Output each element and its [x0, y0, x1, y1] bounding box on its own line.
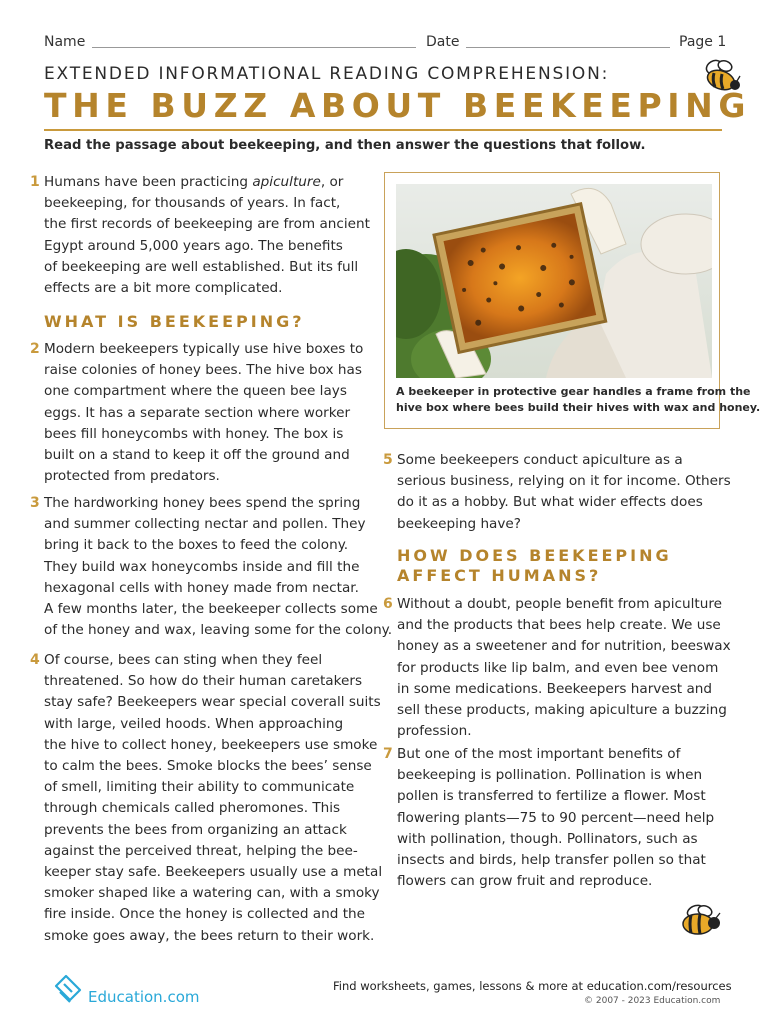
p4-line: with large, veiled hoods. When approaching	[44, 715, 344, 732]
paragraph-number: 6	[383, 596, 393, 612]
p7-line: insects and birds, help transfer pollen so that	[397, 852, 706, 869]
p3-line: hexagonal cells with honey made from nectar.	[44, 579, 359, 596]
bee-icon	[678, 904, 722, 938]
paragraph-6	[383, 594, 731, 742]
p4-line: prevents the bees from organizing an attack	[44, 821, 347, 838]
title-divider	[44, 129, 722, 131]
paragraph-1	[30, 172, 370, 299]
p6-line: honey as a sweetener and for nutrition, beeswax	[397, 638, 731, 655]
paragraph-number: 2	[30, 341, 40, 357]
p5-line: serious business, relying on it for income. Others	[397, 473, 731, 490]
p7-line: flowering plants—75 to 90 percent—need help	[397, 809, 715, 826]
paragraph-4	[30, 650, 383, 947]
p7-line: But one of the most important benefits of	[397, 746, 681, 762]
paragraph-number: 4	[30, 652, 40, 668]
p5-line: Some beekeepers conduct apiculture as a	[397, 452, 683, 468]
caption-line: hive box where bees build their hives with wax and honey.	[396, 401, 761, 414]
p6-line: in some medications. Beekeepers harvest and	[397, 680, 713, 697]
p2-line: eggs. It has a separate section where worker	[44, 404, 351, 421]
name-label: Name	[44, 34, 86, 50]
p5-line: beekeeping have?	[397, 515, 522, 532]
p2-line: one compartment where the queen bee lays	[44, 383, 347, 400]
p2-line: Modern beekeepers typically use hive boxes to	[44, 341, 364, 357]
p4-line: keeper stay safe. Beekeepers usually use a metal	[44, 864, 383, 881]
p4-line: the hive to collect honey, beekeepers use smoke	[44, 736, 378, 753]
p2-line: built on a stand to keep it off the ground and	[44, 447, 350, 464]
p3-line: of the honey and wax, leaving some for the colony.	[44, 622, 393, 639]
p4-line: fire inside. Once the honey is collected and the	[44, 906, 366, 923]
copyright: © 2007 - 2023 Education.com	[584, 996, 721, 1006]
education-logo-icon[interactable]	[52, 972, 84, 1004]
instructions: Read the passage about beekeeping, and then answer the questions that follow.	[44, 138, 646, 153]
section-heading-what-is-beekeeping: WHAT IS BEEKEEPING?	[44, 312, 305, 331]
beekeeper-photo	[396, 184, 712, 378]
p1-line-1: Humans have been practicing apiculture, or	[44, 174, 344, 190]
p1-line: beekeeping, for thousands of years. In fact,	[44, 195, 341, 212]
p1-line: the first records of beekeeping are from ancient	[44, 216, 370, 233]
photo-caption	[396, 384, 760, 416]
p2-line: protected from predators.	[44, 468, 220, 485]
paragraph-3	[30, 493, 393, 641]
paragraph-number: 3	[30, 495, 40, 511]
p3-line: They build wax honeycombs inside and fill the	[44, 558, 360, 575]
caption-line: A beekeeper in protective gear handles a frame from the	[396, 385, 751, 398]
paragraph-7	[383, 744, 715, 892]
p6-line: sell these products, making apiculture a buzzing	[397, 702, 727, 719]
paragraph-number: 5	[383, 452, 393, 468]
p6-line: profession.	[397, 723, 472, 740]
paragraph-2	[30, 339, 364, 487]
p3-line: The hardworking honey bees spend the spring	[44, 495, 361, 511]
p7-line: beekeeping is pollination. Pollination is when	[397, 767, 703, 784]
p7-line: pollen is transferred to fertilize a flower. Most	[397, 788, 706, 805]
p3-line: and summer collecting nectar and pollen. They	[44, 516, 366, 533]
footer-tagline[interactable]: Find worksheets, games, lessons & more at education.com/resources	[333, 979, 732, 993]
date-label: Date	[426, 34, 460, 50]
paragraph-number: 7	[383, 746, 393, 762]
p6-line: for products like lip balm, and even bee venom	[397, 659, 719, 676]
p4-line: smoker shaped like a watering can, with a smoky	[44, 885, 380, 902]
p1-line: Egypt around 5,000 years ago. The benefits	[44, 237, 343, 254]
brand-name[interactable]: Education.com	[88, 988, 200, 1006]
p4-line: smoke goes away, the bees return to their work.	[44, 927, 375, 944]
name-field[interactable]	[92, 47, 416, 48]
p2-line: raise colonies of honey bees. The hive box has	[44, 362, 362, 379]
section-heading-line: AFFECT HUMANS?	[397, 566, 602, 585]
p4-line: threatened. So how do their human caretakers	[44, 673, 363, 690]
p4-line: to calm the bees. Smoke blocks the bees’ sense	[44, 758, 372, 775]
p7-line: flowers can grow fruit and reproduce.	[397, 873, 653, 890]
p4-line: of smell, limiting their ability to communicate	[44, 779, 355, 796]
kicker-heading: EXTENDED INFORMATIONAL READING COMPREHENSION:	[44, 64, 610, 84]
p3-line: bring it back to the boxes to feed the colony.	[44, 537, 349, 554]
p7-line: with pollination, though. Pollinators, such as	[397, 830, 698, 847]
p2-line: bees fill honeycombs with honey. The box is	[44, 425, 344, 442]
p6-line: and the products that bees help create. We use	[397, 617, 721, 634]
section-heading-how-does-beekeeping	[397, 546, 672, 586]
p4-line: Of course, bees can sting when they feel	[44, 652, 323, 668]
date-field[interactable]	[466, 47, 670, 48]
paragraph-5	[383, 450, 731, 535]
section-heading-line: HOW DOES BEEKEEPING	[397, 546, 672, 565]
paragraph-number: 1	[30, 174, 40, 190]
page-number: Page 1	[679, 34, 727, 50]
p1-line: of beekeeping are well established. But its full	[44, 258, 359, 275]
p4-line: through chemicals called pheromones. This	[44, 800, 341, 817]
page-title: THE BUZZ ABOUT BEEKEEPING	[44, 86, 752, 125]
p6-line: Without a doubt, people benefit from apiculture	[397, 596, 723, 612]
p4-line: stay safe? Beekeepers wear special coverall suits	[44, 694, 381, 711]
p1-line: effects are a bit more complicated.	[44, 280, 283, 297]
p3-line: A few months later, the beekeeper collects some	[44, 601, 378, 618]
p4-line: against the perceived threat, helping the bee-	[44, 842, 358, 859]
p5-line: do it as a hobby. But what wider effects does	[397, 494, 703, 511]
